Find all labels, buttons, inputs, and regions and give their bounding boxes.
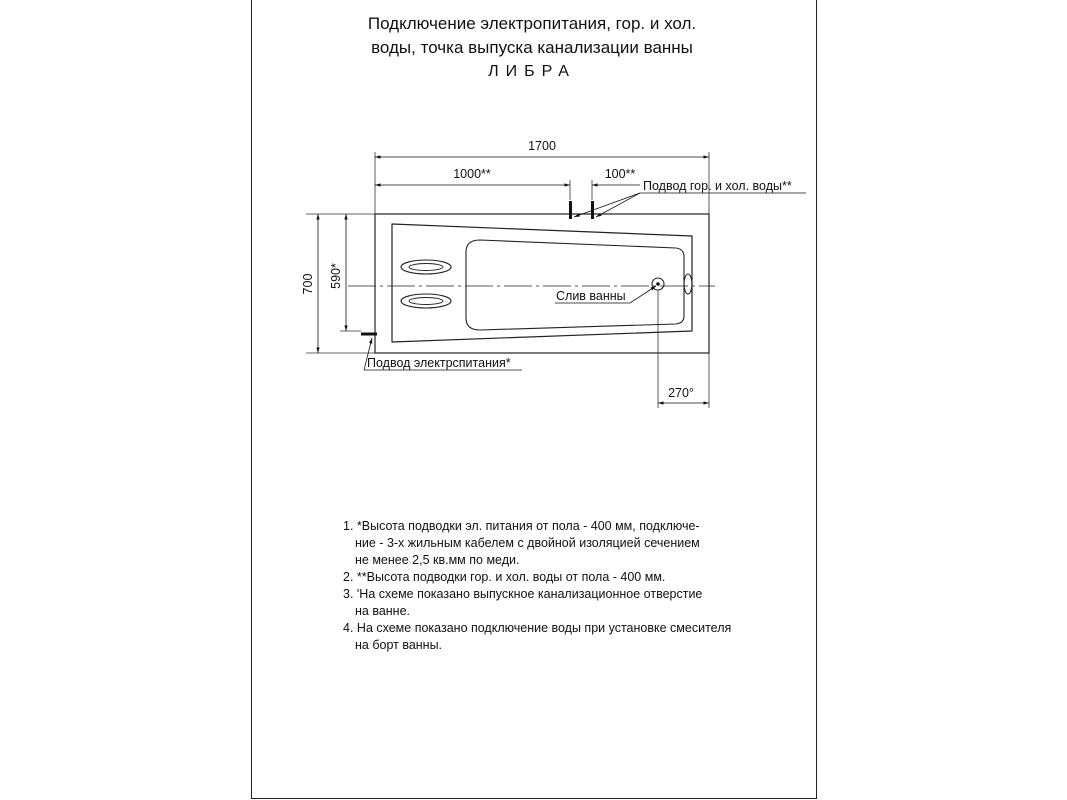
note-text: *Высота подводки эл. питания от пола - 400 мм, подключе- [356,519,700,533]
note-line [343,569,731,586]
dim-overall-width: 700 [301,273,315,295]
dim-overall-length: 1700 [528,139,556,153]
note-text: на борт ванны. [355,638,443,652]
note-line [343,637,731,654]
leader-lines [364,193,806,370]
note-line [343,603,731,620]
note-text: На схеме показано подключение воды при установке смесителя [356,621,732,635]
note-line [343,620,731,637]
overflow-outlet [684,274,692,294]
note-text: **Высота подводки гор. и хол. воды от пола - 400 мм. [356,570,666,584]
water-supply-pipes [569,201,594,219]
label-power-supply: Подвод электрспитания* [367,356,511,370]
note-line [343,552,731,569]
bathtub-bowl-contour [466,240,684,330]
model-name: ЛИБРА [488,63,576,80]
note-text: ние - 3-х жильным кабелем с двойной изоляцией сечением [355,536,700,550]
note-text: 'На схеме показано выпускное канализационное отверстие [356,587,703,601]
dim-supply-offset: 1000** [453,167,491,181]
title-line-1: Подключение электропитания, гор. и хол. [367,14,697,33]
bathtub-inner-rim [392,224,692,342]
note-line [343,586,731,603]
note-number: 2. [343,570,354,584]
handle-lower [401,294,451,308]
title-line-2: воды, точка выпуска канализации ванны [371,38,693,57]
note-number: 3. [343,587,354,601]
drain-center-point [656,282,660,286]
label-drain: Слив ванны [556,289,626,303]
note-number: 4. [343,621,354,635]
note-text: не менее 2,5 кв.мм по меди. [355,553,520,567]
note-number: 1. [343,519,354,533]
label-water-supply: Подвод гор. и хол. воды** [643,179,792,193]
dim-drain-offset: 270° [668,386,694,400]
handle-upper [401,260,451,274]
note-line [343,518,731,535]
dim-supply-spacing: 100** [604,167,636,181]
note-text: на ванне. [355,604,411,618]
dim-inner-width: 590* [329,263,343,289]
note-line [343,535,731,552]
notes-list [343,518,731,654]
